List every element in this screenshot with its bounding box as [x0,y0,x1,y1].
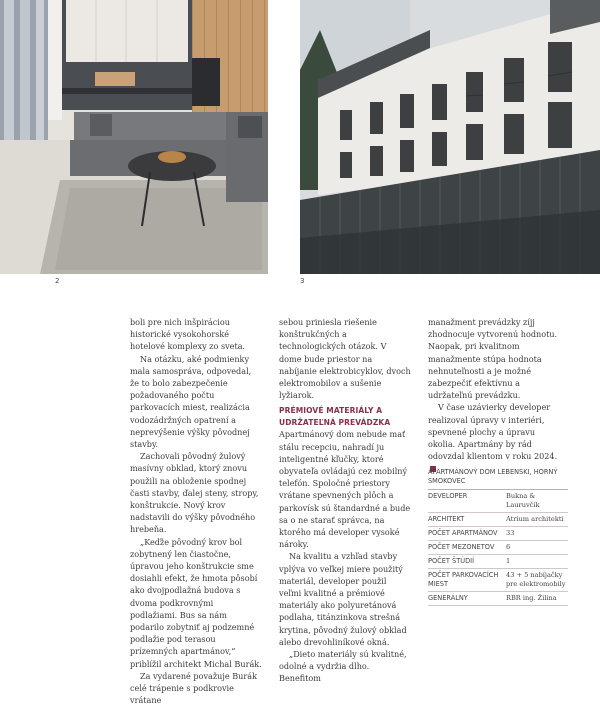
facts-label: POČET ŠTÚDIÍ [428,557,475,565]
paragraph: manažment prevádzky zíjj zhodnocuje vytvorenú hodnotu. Naopak, pri kvalitnom manažmente stúpa hodnota nehnuteľnosti a je možné zabezpečiť efektívnu a udržateľnú prevádzku. [428,317,558,401]
paragraph: „Keďže pôvodný krov bol zobytnený len čiastočne, úpravou jeho konštrukcie sme dosiahli efekt, že hmota pôsobí ako dvojpodlažná budova s dvoma podkrovnými podlažiami. Bus sa nám podarilo zobytniť aj podzemné podlažie pod terasou prízemných apartmánov,“ priblížil architekt Michal Burák. [130,536,262,669]
paragraph [428,401,560,474]
article-column-1 [130,316,262,707]
paragraph: Apartmánový dom nebude mať stálu recepciu, nahradí ju inteligentné kľučky, ktoré obyvateľa ovládajú cez mobilný telefón. Spoločné priestory vrátane spevnených plôch a parkovísk sú štandardné a bude sa o ne starať správca, na ktorého má developer vysoké nároky. [279,429,411,550]
facts-label: POČET APARTMÁNOV [428,529,498,537]
facts-row [428,527,568,541]
facts-row [428,592,568,606]
paragraph: Zachovali pôvodný žulový masívny obklad, ktorý znovu použili na obloženie spodnej časti stavby, ďalej steny, stropy, konštrukcie. Nový krov nadstavili do výšky pôvodného hrebeňa. [130,451,259,535]
photo-number: 3 [300,277,305,285]
closing-text: V čase uzávierky developer realizoval úpravy v interiéri, spevnené plochy a úpravu okolia. Apartmány by rád odovzdal klientom v roku 2024. [428,402,558,462]
facts-value: 1 [506,557,511,565]
facts-label: ARCHITEKT [428,515,465,523]
facts-row [428,513,568,527]
facts-value: Bukna & Lauruvčík [506,492,540,509]
paragraph: Na kvalitu a vzhľad stavby vplýva vo veľkej miere použitý materiál, developer použil veľmi kvalitné a prémiové materiály ako polyuretánová podlaha, titánzinkova strešná krytina, pôvodný žulový obklad alebo drevohliníkové okná. [279,551,407,647]
article-column-2 [279,316,411,685]
facts-box-title: APARTMÁNOVÝ DOM LEBENSKI, HORNÝ SMOKOVEC [428,468,568,490]
living-room-photo [0,0,268,274]
paragraph: boli pre nich inšpiráciou historické vysokohorské hotelové komplexy zo sveta. [130,317,246,352]
article-column-3 [428,316,560,475]
facts-label: POČET PARKOVACÍCH MIEST [428,571,499,588]
paragraph: Na otázku, aké podmienky mala samospráva, odpovedal, že to bolo zabezpečenie požadovaného počtu parkovacích miest, realizácia vodozádržných opatrení a neprevýšenie výšky pôvodnej stavby. [130,353,252,450]
facts-value: Atrium architekti [506,515,564,523]
facts-label: DEVELOPER [428,492,468,500]
paragraph: „Dieto materiály sú kvalitné, odolné a vydržia dlho. Benefitom [279,649,407,684]
facts-row [428,490,568,513]
project-facts-box [428,468,568,606]
facts-label: POČET MEZONETOV [428,543,495,551]
facts-value: 43 + 5 nabíjačky pre elektromobily [506,571,566,588]
facts-value: 6 [506,543,511,551]
section-heading: PRÉMIOVÉ MATERIÁLY A UDRŽATEĽNÁ PREVÁDZKA [279,406,391,427]
paragraph: sebou priniesla riešenie konštrukčných a technologických otázok. V dome bude priestor na nabíjanie elektrobicyklov, dvoch elektromobilov a sušenie lyžiarok. [279,317,411,401]
photo-number: 2 [55,277,60,285]
facts-value: 33 [506,529,515,537]
building-exterior-photo [300,0,600,274]
facts-row [428,569,568,592]
facts-value: RBR ing. Žilina [506,594,557,602]
paragraph: Za vydarené považuje Burák celé trápenie s podkrovie vrátane [130,670,257,706]
facts-label: GENERÁLNY [428,594,468,602]
facts-row [428,541,568,555]
facts-row [428,555,568,569]
